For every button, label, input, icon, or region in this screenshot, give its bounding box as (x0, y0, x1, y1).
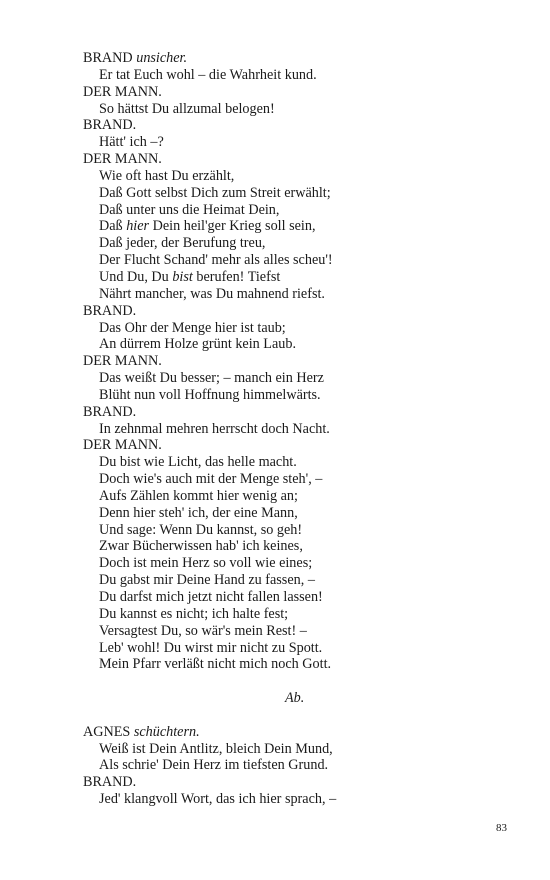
verse-line (83, 505, 523, 522)
verse-line (83, 572, 523, 589)
line-text: Aufs Zählen kommt hier wenig an; (99, 487, 298, 504)
verse-line (83, 101, 523, 118)
verse-line (83, 741, 523, 758)
verse-line (83, 454, 523, 471)
verse-line (83, 791, 523, 808)
verse-line (83, 555, 523, 572)
verse-line (83, 757, 523, 774)
line-text: DER MANN. (83, 83, 162, 100)
line-text: Blüht nun voll Hoffnung himmelwärts. (99, 386, 321, 403)
line-text: Daß jeder, der Berufung treu, (99, 235, 266, 252)
line-text: Doch ist mein Herz so voll wie eines; (99, 555, 313, 572)
line-text: Leb' wohl! Du wirst mir nicht zu Spott. (99, 639, 323, 656)
line-text: Als schrie' Dein Herz im tiefsten Grund. (99, 757, 329, 774)
speaker-name (83, 353, 523, 370)
verse-line (83, 387, 523, 404)
verse-line (83, 623, 523, 640)
line-text: Wie oft hast Du erzählt, (99, 167, 235, 184)
line-text: Zwar Bücherwissen hab' ich keines, (99, 538, 303, 555)
speaker-name (83, 84, 523, 101)
line-text: BRAND. (83, 403, 137, 420)
blank-line (83, 673, 523, 690)
verse-line (83, 235, 523, 252)
line-text: Daß (99, 218, 127, 235)
line-text: Mein Pfarr verläßt nicht mich noch Gott. (99, 656, 332, 673)
verse-line (83, 202, 523, 219)
line-text: berufen! Tiefst (192, 268, 281, 285)
line-text: AGNES (83, 723, 134, 740)
speaker-name (83, 437, 523, 454)
line-text: In zehnmal mehren herrscht doch Nacht. (99, 420, 330, 437)
verse-line (83, 336, 523, 353)
speaker-name (83, 303, 523, 320)
verse-line (83, 421, 523, 438)
line-text: So hättst Du allzumal belogen! (99, 100, 275, 117)
line-text: Doch wie's auch mit der Menge steh', – (99, 471, 323, 488)
italic-text: bist (172, 268, 193, 285)
speaker-name (83, 724, 523, 741)
italic-text: hier (126, 218, 150, 235)
line-text: DER MANN. (83, 437, 162, 454)
verse-line (83, 471, 523, 488)
line-text: DER MANN. (83, 151, 162, 168)
italic-text: schüchtern. (133, 723, 200, 740)
stage-direction (83, 690, 523, 707)
line-text: Du gabst mir Deine Hand zu fassen, – (99, 572, 315, 589)
verse-line (83, 286, 523, 303)
line-text: Daß Gott selbst Dich zum Streit erwählt; (99, 184, 331, 201)
italic-text: Ab. (285, 690, 305, 707)
verse-line (83, 185, 523, 202)
line-text: Der Flucht Schand' mehr als alles scheu'! (99, 252, 333, 269)
speaker-name (83, 774, 523, 791)
line-text: Das weißt Du besser; – manch ein Herz (99, 370, 324, 387)
verse-line (83, 67, 523, 84)
speaker-name (83, 117, 523, 134)
verse-line (83, 370, 523, 387)
verse-line (83, 320, 523, 337)
line-text: Und sage: Wenn Du kannst, so geh! (99, 521, 303, 538)
verse-line (83, 168, 523, 185)
line-text: BRAND. (83, 302, 137, 319)
line-text: Du bist wie Licht, das helle macht. (99, 454, 297, 471)
line-text: Jed' klangvoll Wort, das ich hier sprach, – (99, 791, 337, 808)
verse-line (83, 656, 523, 673)
line-text: BRAND. (83, 117, 137, 134)
blank-line (83, 707, 523, 724)
line-text: Hätt' ich –? (99, 134, 164, 151)
line-text: Daß unter uns die Heimat Dein, (99, 201, 280, 218)
line-text: An dürrem Holze grünt kein Laub. (99, 336, 296, 353)
line-text: Nährt mancher, was Du mahnend riefst. (99, 285, 325, 302)
verse-line (83, 589, 523, 606)
line-text: Denn hier steh' ich, der eine Mann, (99, 504, 298, 521)
verse-line (83, 522, 523, 539)
line-text: Weiß ist Dein Antlitz, bleich Dein Mund, (99, 740, 333, 757)
verse-line (83, 606, 523, 623)
verse-line (83, 252, 523, 269)
line-text: Dein heil'ger Krieg soll sein, (149, 218, 316, 235)
verse-line (83, 640, 523, 657)
line-text: Du darfst mich jetzt nicht fallen lassen! (99, 589, 323, 605)
italic-text: unsicher. (136, 50, 188, 66)
line-text: BRAND. (83, 774, 137, 791)
verse-line (83, 269, 523, 286)
line-text: Und Du, Du (99, 268, 173, 285)
line-text: Du kannst es nicht; ich halte fest; (99, 605, 289, 622)
speaker-name (83, 404, 523, 421)
line-text: Versagtest Du, so wär's mein Rest! – (99, 622, 307, 639)
verse-line (83, 488, 523, 505)
verse-line (83, 538, 523, 555)
page-number: 83 (496, 822, 507, 834)
line-text: Das Ohr der Menge hier ist taub; (99, 319, 286, 336)
line-text: Er tat Euch wohl – die Wahrheit kund. (99, 66, 317, 83)
speaker-name (83, 50, 523, 67)
line-text: BRAND (83, 50, 137, 66)
play-text (83, 50, 523, 808)
speaker-name (83, 151, 523, 168)
line-text: DER MANN. (83, 353, 162, 370)
verse-line (83, 218, 523, 235)
verse-line (83, 134, 523, 151)
